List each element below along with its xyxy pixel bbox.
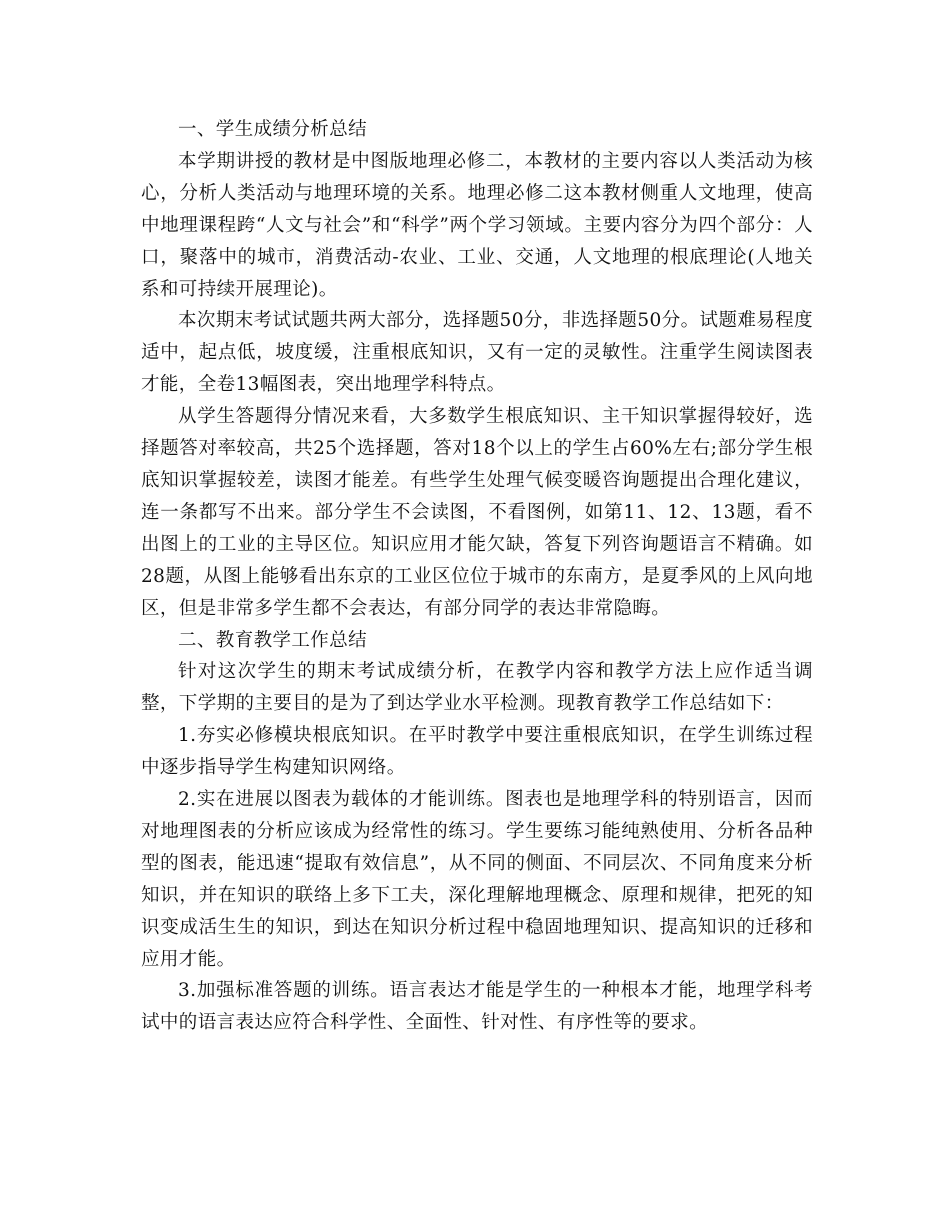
document-body [141, 114, 813, 1039]
section-heading-2: 二、教育教学工作总结 [178, 629, 368, 651]
paragraph-answer-analysis: 从学生答题得分情况来看，大多数学生根底知识、主干知识掌握得较好，选择题答对率较高，共25个选择题，答对18个以上的学生占60%左右;部分学生根底知识掌握较差，读图才能差。有些学生处理气候变暖咨询题提出合理化建议，连一条都写不出来。部分学生不会读图，不看图例，如第11、12、13题，看不出图上的工业的主导区位。知识应用才能欠缺，答复下列咨询题语言不精确。如28题，从图上能够看出东京的工业区位位于城市的东南方，是夏季风的上风向地区，但是非常多学生都不会表达，有部分同学的表达非常隐晦。 [141, 406, 813, 619]
paragraph-adjustment: 针对这次学生的期末考试成绩分析，在教学内容和教学方法上应作适当调整，下学期的主要目的是为了到达学业水平检测。现教育教学工作总结如下： [141, 661, 813, 715]
section-heading-1: 一、学生成绩分析总结 [178, 119, 368, 140]
paragraph-item-2: 2.实在进展以图表为载体的才能训练。图表也是地理学科的特别语言，因而对地理图表的分析应该成为经常性的练习。学生要练习能纯熟使用、分析各品种型的图表，能迅速“提取有效信息”，从不同的侧面、不同层次、不同角度来分析知识，并在知识的联络上多下工夫，深化理解地理概念、原理和规律，把死的知识变成活生生的知识，到达在知识分析过程中稳固地理知识、提高知识的迁移和应用才能。 [141, 789, 813, 970]
paragraph-textbook: 本学期讲授的教材是中图版地理必修二，本教材的主要内容以人类活动为核心，分析人类活动与地理环境的关系。地理必修二这本教材侧重人文地理，使高中地理课程跨“人文与社会”和“科学”两个学习领域。主要内容分为四个部分：人口，聚落中的城市，消费活动-农业、工业、交通，人文地理的根底理论(人地关系和可持续开展理论)。 [141, 150, 813, 300]
paragraph-item-1: 1.夯实必修模块根底知识。在平时教学中要注重根底知识，在学生训练过程中逐步指导学生构建知识网络。 [141, 725, 813, 779]
paragraph-exam-structure: 本次期末考试试题共两大部分，选择题50分，非选择题50分。试题难易程度适中，起点低，坡度缓，注重根底知识，又有一定的灵敏性。注重学生阅读图表才能，全卷13幅图表，突出地理学科特点。 [141, 310, 813, 396]
paragraph-item-3: 3.加强标准答题的训练。语言表达才能是学生的一种根本才能，地理学科考试中的语言表达应符合科学性、全面性、针对性、有序性等的要求。 [141, 980, 813, 1034]
